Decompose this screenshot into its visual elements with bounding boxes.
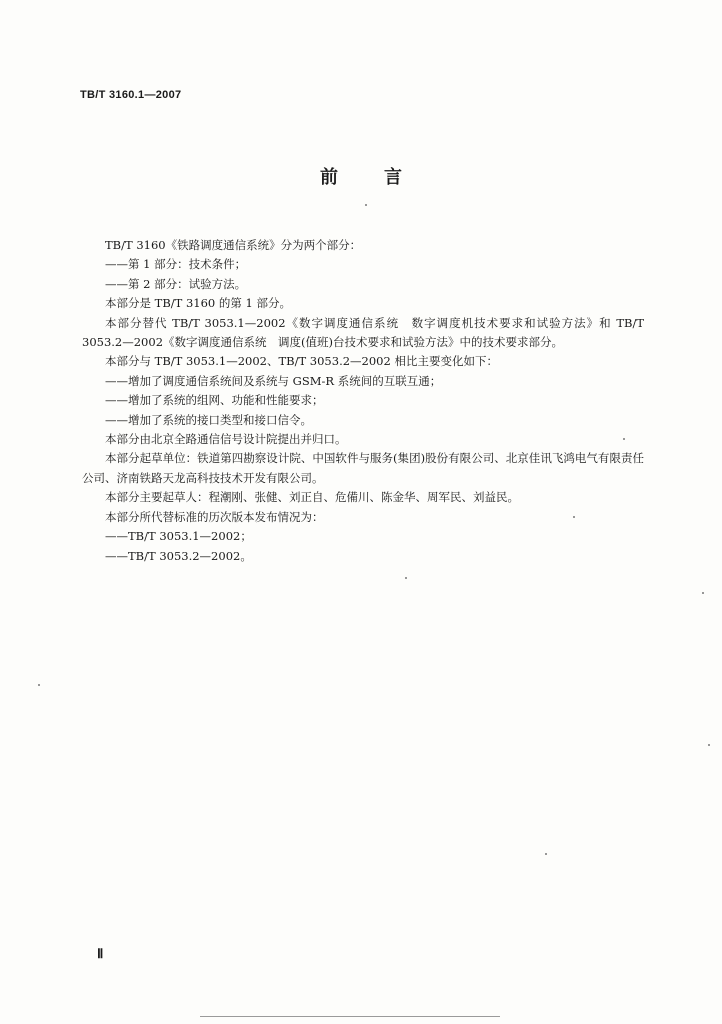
scan-speck xyxy=(38,684,40,686)
list-item: ——增加了调度通信系统间及系统与 GSM-R 系统间的互联互通； xyxy=(105,373,442,388)
scan-speck xyxy=(365,204,367,206)
scan-edge-line xyxy=(200,1016,500,1017)
paragraph: 本部分起草单位：铁道第四勘察设计院、中国软件与服务(集团)股份有限公司、北京佳讯飞鸿电气有限责任公司、济南铁路天龙高科技技术开发有限公司。 xyxy=(82,451,644,485)
paragraph: 本部分与 TB/T 3053.1—2002、TB/T 3053.2—2002 相比主要变化如下： xyxy=(105,354,498,369)
list-item: ——增加了系统的组网、功能和性能要求； xyxy=(105,393,324,408)
scan-speck xyxy=(623,438,625,440)
paragraph: 本部分替代 TB/T 3053.1—2002《数字调度通信系统 数字调度机技术要求和试验方法》和 TB/T 3053.2—2002《数字调度通信系统 调度(值班)台技术要求和试验方法》中的技术要求部分。 xyxy=(82,315,644,350)
scan-speck xyxy=(545,853,547,855)
title-char-1: 前 xyxy=(320,167,338,188)
list-item: ——第 2 部分：试验方法。 xyxy=(105,276,247,291)
scan-speck xyxy=(702,592,704,594)
scan-speck xyxy=(405,577,407,579)
paragraph: 本部分所代替标准的历次版本发布情况为： xyxy=(105,509,324,524)
list-item: ——第 1 部分：技术条件； xyxy=(105,257,247,272)
scan-speck xyxy=(708,744,710,746)
paragraph: 本部分主要起草人：程潮刚、张健、刘正自、危備川、陈金华、周军民、刘益民。 xyxy=(105,490,519,505)
list-item: ——增加了系统的接口类型和接口信令。 xyxy=(105,412,312,427)
foreword-body xyxy=(82,236,644,566)
paragraph: 本部分是 TB/T 3160 的第 1 部分。 xyxy=(105,296,292,311)
paragraph: TB/T 3160《铁路调度通信系统》分为两个部分： xyxy=(105,238,362,252)
scan-speck xyxy=(573,516,575,518)
page-number: Ⅱ xyxy=(97,946,104,961)
list-item: ——TB/T 3053.1—2002； xyxy=(105,529,252,544)
page-title xyxy=(0,163,722,189)
list-item: ——TB/T 3053.2—2002。 xyxy=(105,548,252,563)
title-char-2: 言 xyxy=(384,167,402,188)
standard-code-header: TB/T 3160.1—2007 xyxy=(80,89,182,101)
paragraph: 本部分由北京全路通信信号设计院提出并归口。 xyxy=(105,432,347,447)
